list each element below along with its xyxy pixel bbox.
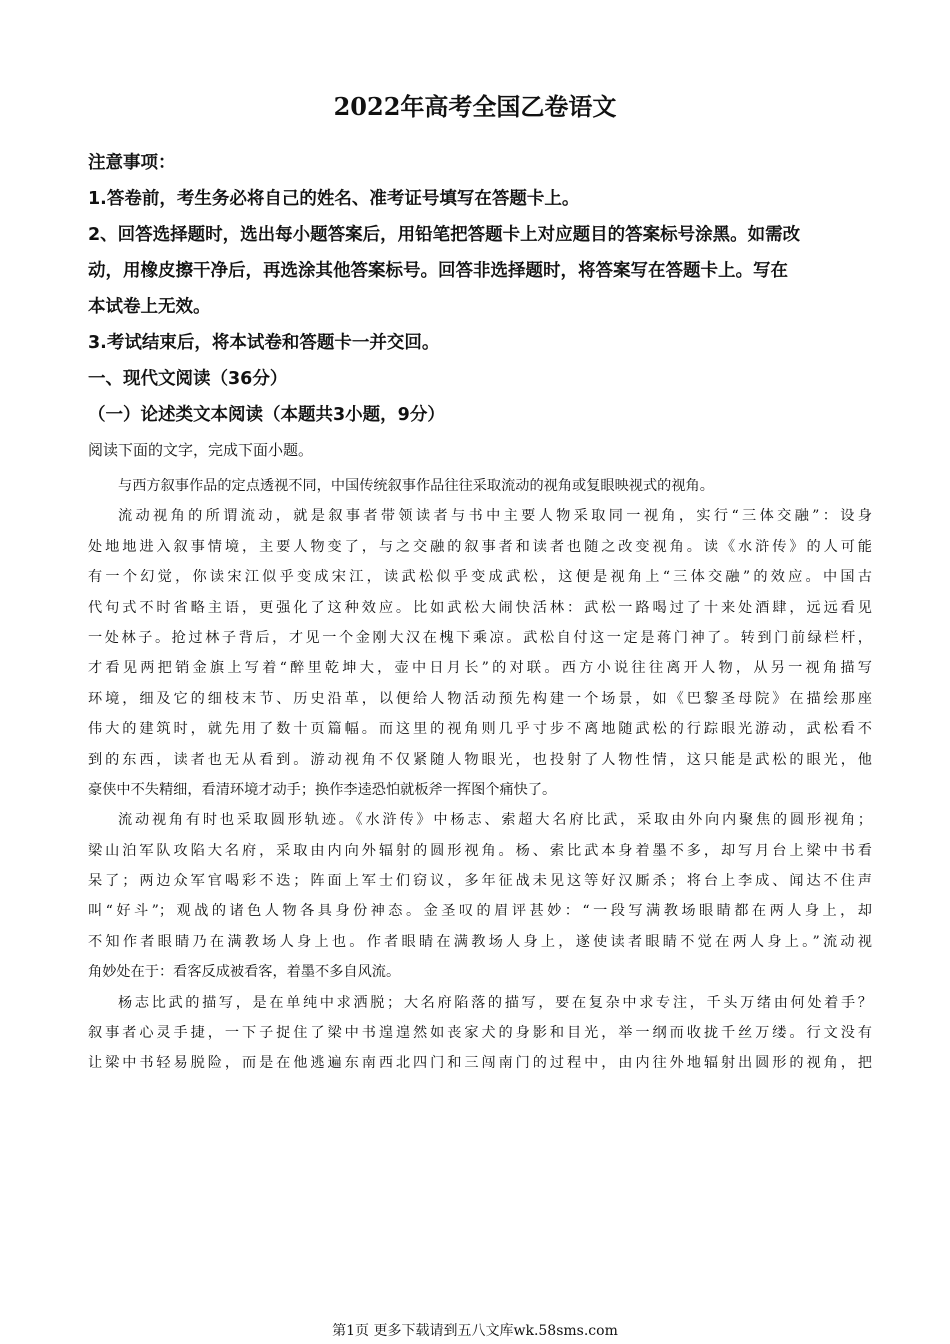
passage-paragraph [88,471,872,501]
page-footer: 第1页 更多下载请到五八文库wk.58sms.com [332,1323,618,1339]
notice-item-2-line-3: 本试卷上无效。 [88,297,211,317]
passage-line: 叫“好斗”；观战的诸色人物各具身份神态。金圣叹的眉评甚妙：“一段写满教场眼睛都在两人身上，却 [88,903,872,920]
section-heading: 一、现代文阅读（36分） [88,369,288,389]
passage-line: 杨志比武的描写，是在单纯中求洒脱；大名府陷落的描写，要在复杂中求专注，千头万绪由何处着手？ [118,994,872,1011]
passage-line: 豪侠中不失精细，看清环境才动手；换作李逵恐怕就板斧一挥图个痛快了。 [88,781,557,798]
passage-line: 才看见两把销金旗上写着“醉里乾坤大，壶中日月长”的对联。西方小说往往离开人物，从另一视角描写 [88,660,872,677]
passage-paragraph [88,501,872,805]
passage-line: 代句式不时省略主语，更强化了这种效应。比如武松大闹快活林：武松一路喝过了十来处酒肆，远远看见 [88,599,872,616]
passage-line: 到的东西，读者也无从看到。游动视角不仅紧随人物眼光，也投射了人物性情，这只能是武松的眼光，他 [88,751,872,768]
notice-item-1: 1.答卷前，考生务必将自己的姓名、准考证号填写在答题卡上。 [88,189,580,209]
notice-block [88,145,870,361]
notice-item-3: 3.考试结束后，将本试卷和答题卡一并交回。 [88,333,440,353]
passage-line: 呆了；两边众军官喝彩不迭；阵面上军士们窃议，多年征战未见这等好汉厮杀；将台上李成、闻达不住声 [88,873,872,890]
passage-line: 流动视角有时也采取圆形轨迹。《水浒传》中杨志、索超大名府比武，采取由外向内聚焦的圆形视角； [118,812,872,829]
passage-line: 有一个幻觉，你读宋江似乎变成宋江，读武松似乎变成武松，这便是视角上“三体交融”的效应。中国古 [88,569,872,586]
passage-line: 伟大的建筑时，就先用了数十页篇幅。而这里的视角则几乎寸步不离地随武松的行踪眼光游动，武松看不 [88,721,872,738]
notice-heading: 注意事项： [88,153,176,173]
passage-line: 一处林子。抢过林子背后，才见一个金刚大汉在槐下乘凉。武松自付这一定是蒋门神了。转到门前绿栏杆， [88,629,872,646]
passage-line: 让梁中书轻易脱险，而是在他逃遍东南西北四门和三闯南门的过程中，由内往外地辐射出圆形的视角，把 [88,1055,872,1072]
reading-instruction: 阅读下面的文字，完成下面小题。 [88,441,314,459]
passage-line: 角妙处在于：看客反成被看客，着墨不多自风流。 [88,964,401,981]
reading-passage [88,471,872,1079]
passage-line: 处地地进入叙事情境，主要人物变了，与之交融的叙事者和读者也随之改变视角。读《水浒传》的人可能 [88,538,872,555]
subsection-heading: （一）论述类文本阅读（本题共3小题，9分） [88,405,445,425]
notice-item-2-line-1: 2、回答选择题时，选出每小题答案后，用铅笔把答题卡上对应题目的答案标号涂黑。如需改 [88,225,801,245]
passage-line: 环境，细及它的细枝末节、历史沿革，以便给人物活动预先构建一个场景，如《巴黎圣母院》在描绘那座 [88,690,872,707]
notice-item-2-line-2: 动，用橡皮擦干净后，再选涂其他答案标号。回答非选择题时，将答案写在答题卡上。写在 [88,261,788,281]
passage-paragraph [88,988,872,1079]
passage-line: 叙事者心灵手捷，一下子捉住了梁中书遑遑然如丧家犬的身影和目光，举一纲而收拢千丝万缕。行文没有 [88,1025,872,1042]
page-title: 2022年高考全国乙卷语文 [333,92,617,121]
passage-line: 不知作者眼睛乃在满教场人身上也。作者眼睛在满教场人身上，遂使读者眼睛不觉在两人身上。”流动视 [88,933,872,950]
passage-paragraph [88,805,872,987]
passage-line: 梁山泊军队攻陷大名府，采取由内向外辐射的圆形视角。杨、索比武本身着墨不多，却写月台上梁中书看 [88,842,872,859]
passage-line: 流动视角的所谓流动，就是叙事者带领读者与书中主要人物采取同一视角，实行“三体交融”：设身 [118,508,872,525]
passage-line: 与西方叙事作品的定点透视不同，中国传统叙事作品往往采取流动的视角或复眼映视式的视角。 [118,478,714,494]
